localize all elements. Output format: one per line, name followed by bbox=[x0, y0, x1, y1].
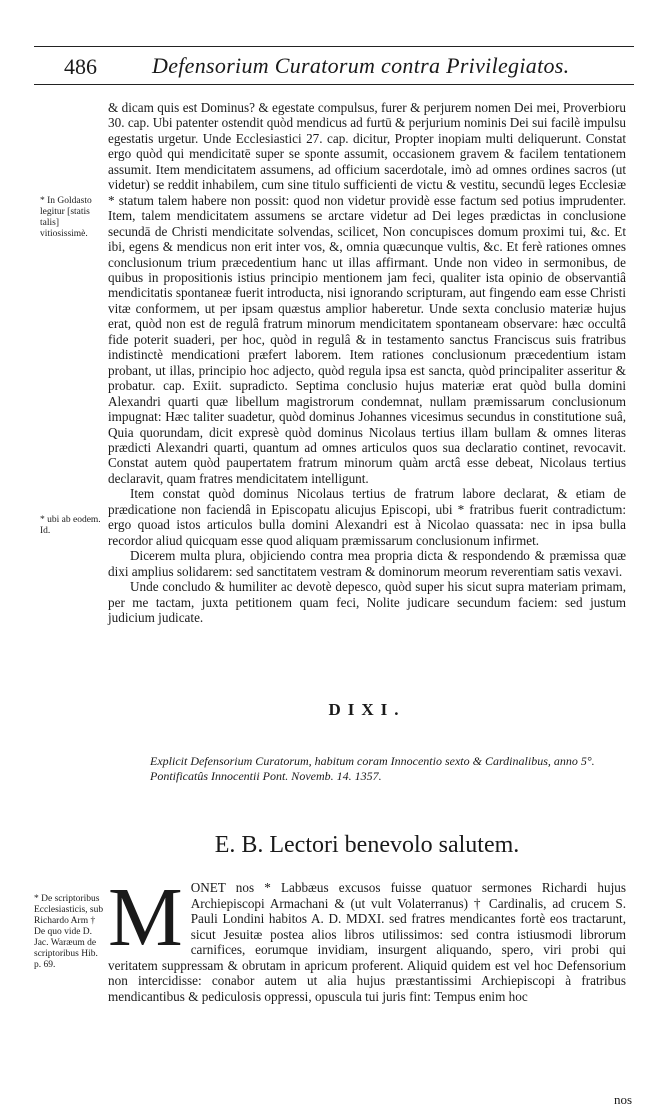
margin-note: * ubi ab eodem. Id. bbox=[40, 515, 101, 536]
margin-note: * In Goldasto legitur [statis talis] vitiosissimè. bbox=[40, 196, 92, 239]
preface-text bbox=[108, 871, 626, 1004]
catchword: nos bbox=[613, 1092, 632, 1107]
preface-body: ONET nos * Labbæus excusos fuisse quatuor sermones Richardi hujus Archiepiscopi Armachani & (ut vult Volaterranus) † Cardinalis, ad crucem S. Pauli Londini habitos A. D. MDXI. sed fratres mendicantes fortè eos tractarunt, sicut Jesuitæ postea alios libros utilissimos: sed contra istiusmodi librorum carnifices, eorumque invidiam, insurgent aliquando, spero, viri probi qui veritatem suppressam & obrutam in apricum proferent. Aliquid quidem est vel hoc Defensorium non intercidisse: conabor autem ut alia hujus præstantissimi Archiepiscopi à fratribus mendicantibus & pediculosis oppressi, opuscula tui juris fint: Tempus enim hoc bbox=[108, 880, 626, 1004]
header bbox=[34, 44, 634, 84]
preface-margin-notes: * De scriptoribus Ecclesiasticis, sub Richardo Arm † De quo vide D. Jac. Waræum de scriptoribus Hib. p. 69. bbox=[34, 894, 104, 970]
drop-cap: M bbox=[108, 871, 183, 964]
paragraph: Unde concludo & humiliter ac devotè depesco, quòd super his sicut supra materiam primam, per me tactam, juxta petitionem quam feci, Nolite judicare secundum faciem: sed justum judicium judicate. bbox=[108, 579, 626, 625]
explicit-line: Explicit Defensorium Curatorum, habitum coram Innocentio sexto & Cardinalibus, anno 5°. Pontificatûs Innocentii Pont. Novemb. 14. 1357. bbox=[150, 754, 595, 783]
header-rule-bottom bbox=[34, 84, 634, 85]
paragraph: Item constat quòd dominus Nicolaus tertius de fratrum labore declarat, & etiam de prædicatione non faciendâ in Episcopatu alicujus Episcopi, ubi * fratribus fuerit contradictum: ergo quoad istos articulos bulla domini Alexandri est à Nicolao quassata: nec in ipsa bulla recordor aliud quicquam esse quod aliquam præmissarum conclusionum infirmet. bbox=[108, 486, 626, 548]
paragraph: & dicam quis est Dominus? & egestate compulsus, furer & perjurem nomen Dei mei, Proverbioru 30. cap. Ubi patenter ostendit quòd mendicus ad furtū & perjurium nominis Dei sui facilè impulsu egestatis urgetur. Unde Ecclesiastici 27. cap. dicitur, Propter inopiam multi deliquerunt. Constat ergo quòd qui mendicitatē super se sponte assumit, occasionem gravem & facilem tentationem assumit. Item mendicitatem assumens, ad officium sacerdotale, imò ad omnes ordines sacros (ut videtur) se reddit inhabilem, cum sine titulo sufficienti de victu & vestitu, secundū leges Ecclesiæ * statum talem habere non possit: quod non videtur providè esse factum sed potius imprudenter. Item, talem mendicitatem assumens se arctare videtur ad Dei leges prædictas in conclusione secundā de Christi mendicitate solvendas, scilicet, Non concupisces domum proximi tui, &c. Et ibi, egens & mendicus non erit inter vos, &, omnia quæcunque vultis, &c. Et ferè rationes omnes conclusionum trium præcedentium hanc ut illas affirmant. Unde non video in sermonibus, de quibus in propositionis istius principio mentionem jam feci, qualiter ista opinio de observantiâ mendicitatis spontaneæ fuerit introducta, nisi ignorando scripturam, aut fingendo eam esse Christi vitæ conformem, ut per ipsam quæstus amplior haberetur. Unde sexta conclusio materiæ hujus erat, quòd non est de regulâ fratrum minorum mendicitatem spontaneam observare: hæc occultâ fide poterit suaderi, per hoc, quòd in regulâ & in testamento sanctus Franciscus suis fratribus indistinctè mendicationi præfert laborem. Item rationes conclusionum præcedentium istam probant, ut illas, principio hoc adjecto, quòd regula ipsa est sancta, quòd principaliter asseritur & probatur. cap. Exiit. supradicto. Septima conclusio hujus materiæ erat quòd bulla domini Alexandri quarti quæ libellum magistrorum condemnat, nullam præmissarum conclusionum impugnat: Hæc taliter suadetur, quòd dominus Johannes vicesimus secundus in constitutione suâ, Quia quorundam, dicit expresè quòd dominus Nicolaus tertius illam bullam & omnes literas prædicti Alexandri quarti, quantum ad omnes articulos quos sua declaratio continet, revocavit. Constat autem quòd paupertatem fratrum minorum quàm arctâ esse debeat, Nicolaus tertius declaravit, quam fratres mendicitatem intelligunt. bbox=[108, 100, 626, 486]
running-title: Defensorium Curatorum contra Privilegiatos. bbox=[152, 53, 570, 78]
dixi-heading: DIXI. bbox=[328, 700, 406, 719]
page-number: 486 bbox=[64, 54, 97, 79]
main-text bbox=[108, 100, 626, 625]
preface-title: E. B. Lectori benevolo salutem. bbox=[214, 832, 520, 858]
paragraph: Dicerem multa plura, objiciendo contra mea propria dicta & respondendo & præmissa quæ dixi amplius solidarem: sed sanctitatem vestram & dominorum meorum reverentiam satis vexavi. bbox=[108, 548, 626, 579]
